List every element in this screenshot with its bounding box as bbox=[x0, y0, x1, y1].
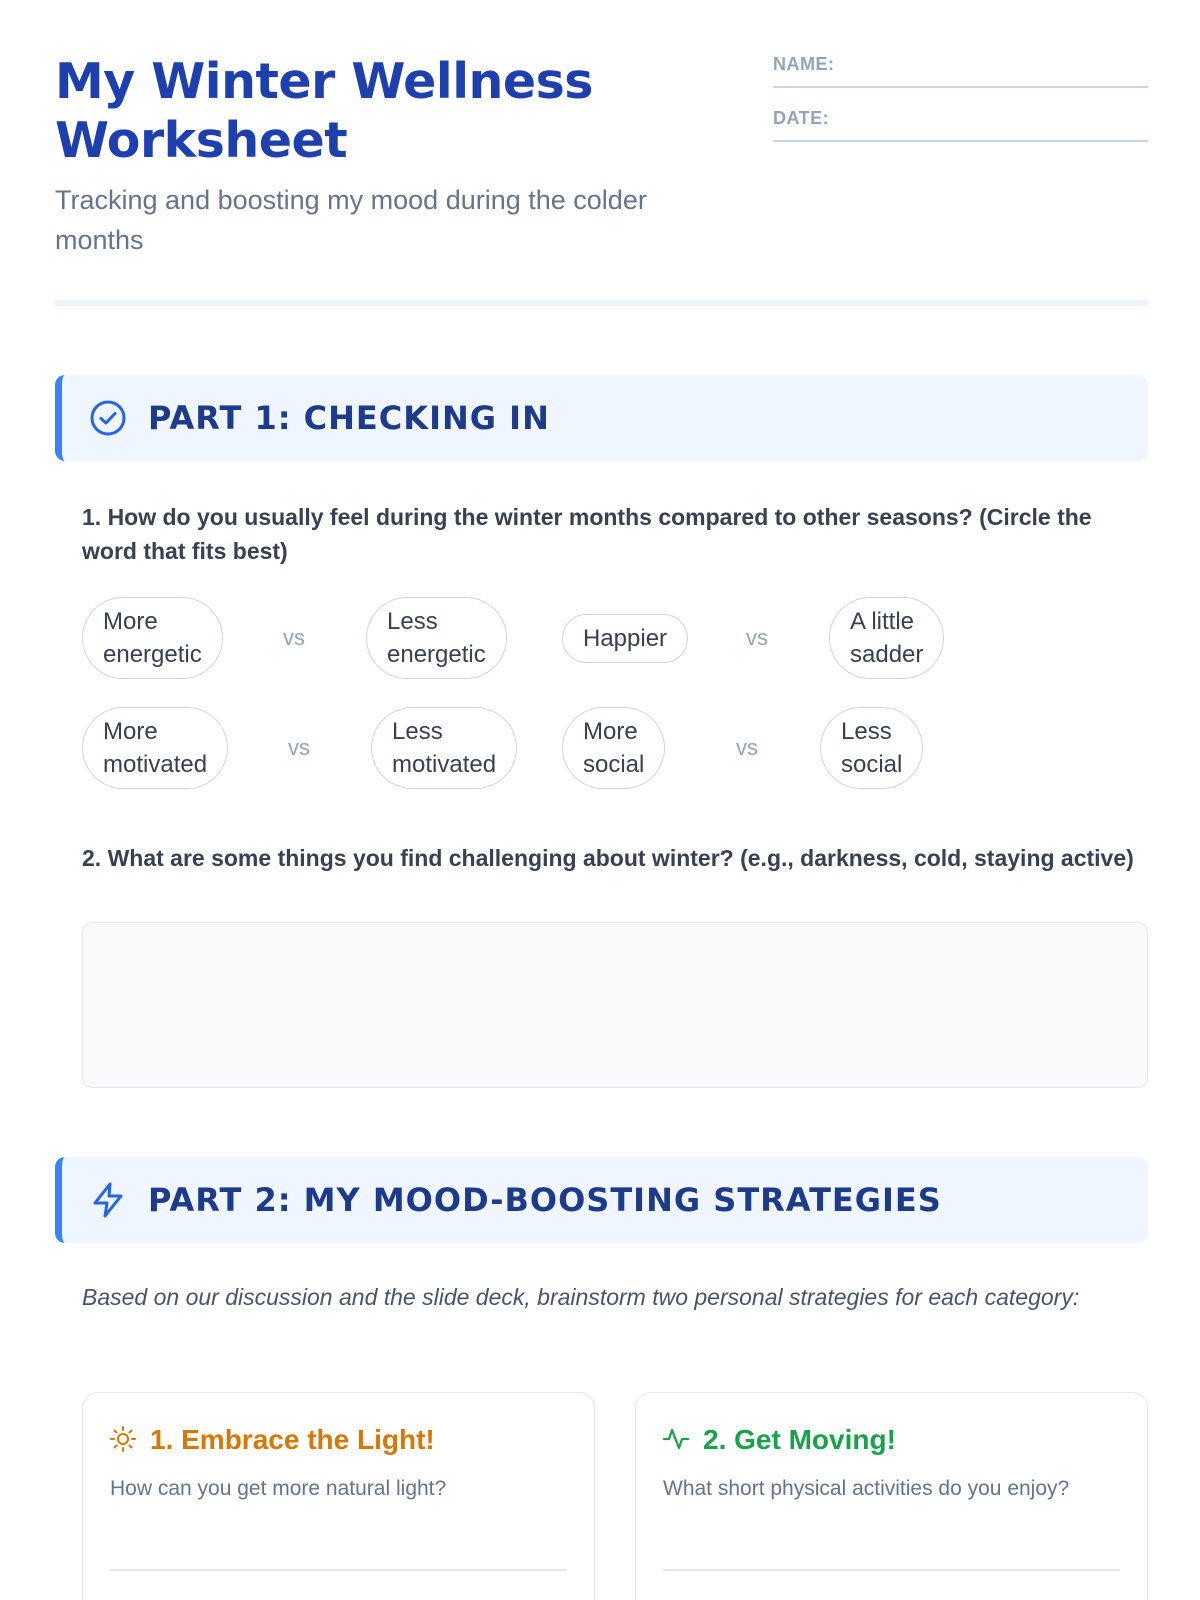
header-divider bbox=[55, 300, 1148, 306]
sun-icon bbox=[109, 1425, 137, 1453]
page-subtitle: Tracking and boosting my mood during the colder months bbox=[55, 185, 647, 255]
title-line-1: My Winter Wellness bbox=[55, 53, 593, 110]
option-text: More bbox=[583, 718, 638, 745]
answer-line[interactable] bbox=[110, 1569, 567, 1571]
answer-line[interactable] bbox=[663, 1569, 1120, 1571]
check-circle-icon bbox=[88, 398, 128, 438]
activity-pulse-icon bbox=[662, 1425, 690, 1453]
page-title bbox=[55, 52, 695, 170]
vs-label: vs bbox=[283, 625, 305, 650]
option-text: More bbox=[103, 718, 158, 745]
lightning-bolt-icon bbox=[88, 1180, 128, 1220]
option-text: Less bbox=[841, 718, 892, 745]
option-text: Less bbox=[392, 718, 443, 745]
vs-label: vs bbox=[288, 735, 310, 760]
strategy-card-moving bbox=[635, 1392, 1148, 1600]
name-label: NAME: bbox=[773, 54, 835, 74]
option-text: motivated bbox=[392, 751, 497, 778]
card-title-light: 1. Embrace the Light! bbox=[150, 1424, 435, 1455]
card-title-moving: 2. Get Moving! bbox=[703, 1424, 896, 1455]
part1-title: PART 1: CHECKING IN bbox=[148, 399, 550, 437]
part2-section-header bbox=[55, 1157, 1148, 1243]
option-text: energetic bbox=[103, 641, 202, 668]
option-text: motivated bbox=[103, 751, 208, 778]
option-less-social[interactable] bbox=[820, 707, 923, 789]
name-field[interactable] bbox=[773, 52, 1148, 88]
option-more-energetic[interactable] bbox=[82, 597, 223, 679]
option-text: social bbox=[583, 751, 645, 778]
option-a-little-sadder[interactable] bbox=[829, 597, 944, 679]
part2-instruction: Based on our discussion and the slide deck, brainstorm two personal strategies for each category: bbox=[82, 1284, 1080, 1310]
question-1: 1. How do you usually feel during the winter months compared to other seasons? (Circle the word that fits best) bbox=[82, 504, 1092, 564]
strategy-card-light bbox=[82, 1392, 595, 1600]
title-line-2: Worksheet bbox=[55, 112, 348, 169]
option-text: social bbox=[841, 751, 903, 778]
worksheet-header bbox=[55, 52, 1148, 302]
option-text: A little bbox=[850, 608, 915, 635]
question-2: 2. What are some things you find challenging about winter? (e.g., darkness, cold, staying active) bbox=[82, 845, 1134, 871]
option-more-social[interactable] bbox=[562, 707, 665, 789]
date-field[interactable] bbox=[773, 106, 1148, 142]
option-text: Happier bbox=[583, 625, 668, 652]
option-text: energetic bbox=[387, 641, 486, 668]
part1-section-header bbox=[55, 375, 1148, 461]
option-text: More bbox=[103, 608, 158, 635]
name-date-fields bbox=[773, 52, 1148, 160]
option-text: sadder bbox=[850, 641, 924, 668]
option-less-energetic[interactable] bbox=[366, 597, 507, 679]
option-text: Less bbox=[387, 608, 438, 635]
option-less-motivated[interactable] bbox=[371, 707, 517, 789]
part2-title: PART 2: MY MOOD-BOOSTING STRATEGIES bbox=[148, 1181, 942, 1219]
card-question-light: How can you get more natural light? bbox=[110, 1477, 447, 1500]
vs-label: vs bbox=[736, 735, 758, 760]
card-question-moving: What short physical activities do you enjoy? bbox=[663, 1477, 1070, 1500]
option-happier[interactable] bbox=[562, 614, 688, 663]
date-label: DATE: bbox=[773, 108, 830, 128]
option-more-motivated[interactable] bbox=[82, 707, 228, 789]
challenges-answer-box[interactable] bbox=[82, 922, 1148, 1088]
vs-label: vs bbox=[746, 625, 768, 650]
